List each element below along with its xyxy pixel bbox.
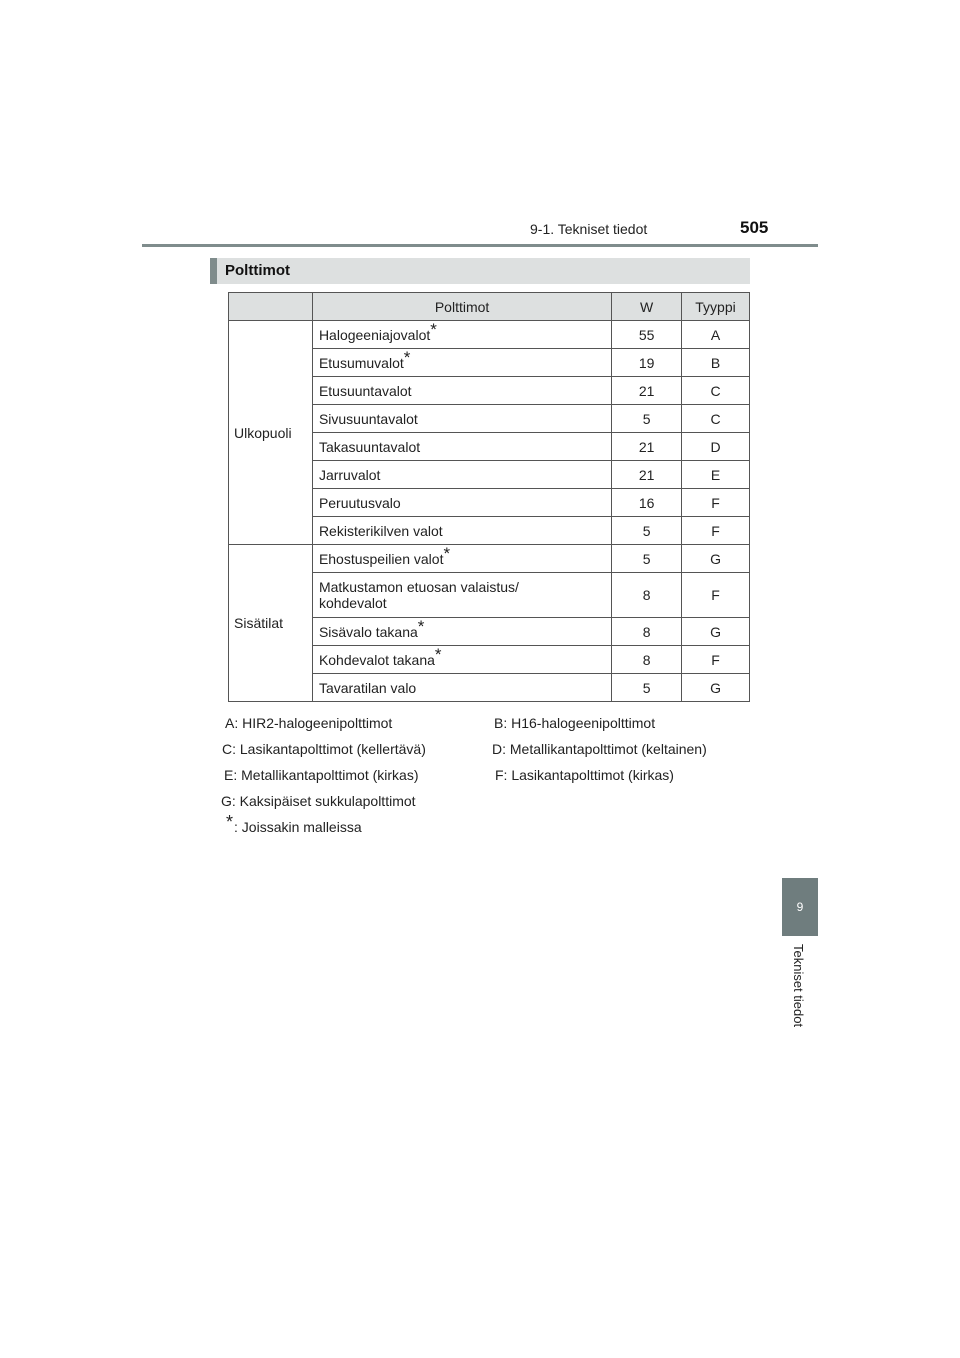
bulb-name: Tavaratilan valo <box>312 674 611 702</box>
bulb-type: C <box>682 377 750 405</box>
bulb-table <box>228 292 750 702</box>
bulb-watt: 8 <box>612 646 682 674</box>
bulb-name: Rekisterikilven valot <box>312 517 611 545</box>
table-row <box>229 321 750 349</box>
bulb-type: G <box>682 618 750 646</box>
bulb-watt: 55 <box>612 321 682 349</box>
bulb-name: Ehostuspeilien valot* <box>312 545 611 573</box>
bulb-type: F <box>682 489 750 517</box>
bulb-name: Sisävalo takana* <box>312 618 611 646</box>
bulb-type: D <box>682 433 750 461</box>
bulb-watt: 21 <box>612 461 682 489</box>
legend-b: B: H16-halogeenipolttimot <box>494 715 656 731</box>
bulb-name: Etusumuvalot* <box>312 349 611 377</box>
section-accent <box>210 258 217 284</box>
footnote-star: * <box>430 319 437 339</box>
bulb-watt: 21 <box>612 377 682 405</box>
legend-e: E: Metallikantapolttimot (kirkas) <box>224 767 419 783</box>
bulb-name: Takasuuntavalot <box>312 433 611 461</box>
header-bulbs: Polttimot <box>312 293 611 321</box>
table-header-row <box>229 293 750 321</box>
bulb-name: Kohdevalot takana* <box>312 646 611 674</box>
bulb-type: A <box>682 321 750 349</box>
bulb-name: Jarruvalot <box>312 461 611 489</box>
legend-g: G: Kaksipäiset sukkulapolttimot <box>221 793 416 809</box>
footnote-star: * <box>443 543 451 563</box>
bulb-type: F <box>682 646 750 674</box>
page-number: 505 <box>740 218 769 237</box>
bulb-watt: 21 <box>612 433 682 461</box>
legend-a: A: HIR2-halogeenipolttimot <box>225 715 393 731</box>
section-heading-bar <box>210 258 750 284</box>
bulb-type: B <box>682 349 750 377</box>
bulb-watt: 5 <box>612 674 682 702</box>
bulb-watt: 19 <box>612 349 682 377</box>
bulb-name: Etusuuntavalot <box>312 377 611 405</box>
legend-c: C: Lasikantapolttimot (kellertävä) <box>222 741 426 757</box>
bulb-watt: 5 <box>612 545 682 573</box>
bulb-name: Matkustamon etuosan valaistus/ kohdevalot <box>312 573 611 618</box>
legend-d: D: Metallikantapolttimot (keltainen) <box>492 741 707 757</box>
chapter-tab <box>782 878 818 936</box>
bulb-watt: 16 <box>612 489 682 517</box>
bulb-watt: 8 <box>612 573 682 618</box>
bulb-watt: 5 <box>612 517 682 545</box>
bulb-type: C <box>682 405 750 433</box>
footnote-star: * <box>403 347 411 367</box>
footnote-star: * <box>417 616 425 636</box>
bulb-type: G <box>682 674 750 702</box>
group-inside: Sisätilat <box>229 545 313 702</box>
footnote-star: * <box>226 812 234 833</box>
header-type: Tyyppi <box>682 293 750 321</box>
bulb-type: G <box>682 545 750 573</box>
bulb-name: Peruutusvalo <box>312 489 611 517</box>
chapter-label: Tekniset tiedot <box>791 944 806 1028</box>
bulb-name: Halogeeniajovalot* <box>312 321 611 349</box>
header-watt: W <box>612 293 682 321</box>
bulb-watt: 5 <box>612 405 682 433</box>
bulb-type: F <box>682 517 750 545</box>
chapter-number: 9 <box>796 900 804 914</box>
header-rule <box>142 244 818 247</box>
table-row <box>229 545 750 573</box>
footnote-star: * <box>434 644 442 664</box>
bulb-type: F <box>682 573 750 618</box>
section-title: Polttimot <box>225 262 290 279</box>
bulb-name: Sivusuuntavalot <box>312 405 611 433</box>
page-header-section: 9-1. Tekniset tiedot <box>530 221 648 237</box>
legend-f: F: Lasikantapolttimot (kirkas) <box>495 767 674 783</box>
bulb-type: E <box>682 461 750 489</box>
header-empty <box>229 293 313 321</box>
bulb-watt: 8 <box>612 618 682 646</box>
group-outside: Ulkopuoli <box>229 321 313 545</box>
footnote: *: Joissakin malleissa <box>226 812 362 835</box>
